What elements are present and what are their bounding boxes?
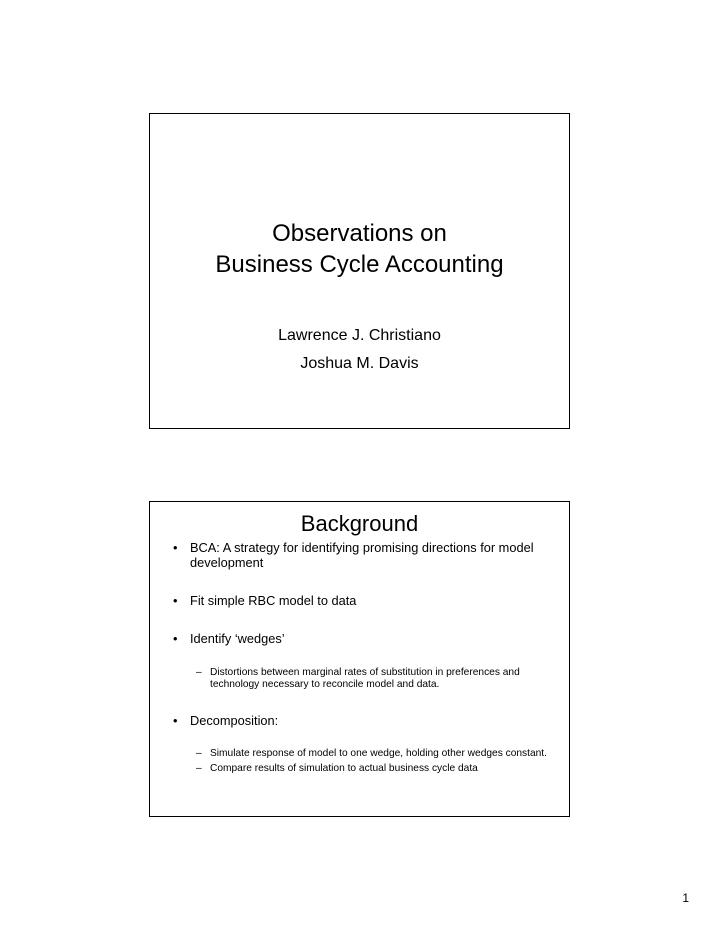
slide-title	[150, 218, 569, 280]
bullet-item	[170, 540, 549, 570]
sub-bullet-item	[170, 667, 549, 691]
sub-bullet-item	[170, 763, 549, 775]
bullet-icon: •	[173, 713, 178, 728]
sub-bullet-text: Distortions between marginal rates of substitution in preferences and technology necessary to reconcile model and data.	[210, 667, 520, 690]
bullet-item	[170, 631, 549, 646]
author-2: Joshua M. Davis	[300, 355, 419, 372]
slide-heading: Background	[300, 511, 419, 536]
sub-bullet-text: Compare results of simulation to actual business cycle data	[210, 763, 478, 774]
dash-icon: –	[196, 763, 202, 774]
sub-bullet-text: Simulate response of model to one wedge, holding other wedges constant.	[210, 748, 547, 759]
page-number: 1	[682, 891, 689, 905]
background-slide	[149, 501, 570, 817]
author-1: Lawrence J. Christiano	[278, 327, 441, 344]
sub-bullet-item	[170, 748, 549, 760]
bullet-icon: •	[173, 593, 178, 608]
bullet-text: Fit simple RBC model to data	[190, 593, 357, 608]
title-line-2: Business Cycle Accounting	[215, 251, 504, 278]
bullet-icon: •	[173, 540, 178, 555]
bullet-text: Identify ‘wedges’	[190, 631, 285, 646]
title-line-1: Observations on	[272, 220, 447, 247]
bullet-text: Decomposition:	[190, 713, 279, 728]
bullet-list	[170, 540, 549, 775]
bullet-text: BCA: A strategy for identifying promising directions for model development	[190, 540, 534, 570]
title-slide	[149, 113, 570, 429]
bullet-item	[170, 593, 549, 608]
dash-icon: –	[196, 748, 202, 759]
bullet-item	[170, 713, 549, 728]
dash-icon: –	[196, 667, 202, 678]
author-list	[150, 322, 569, 378]
bullet-icon: •	[173, 631, 178, 646]
